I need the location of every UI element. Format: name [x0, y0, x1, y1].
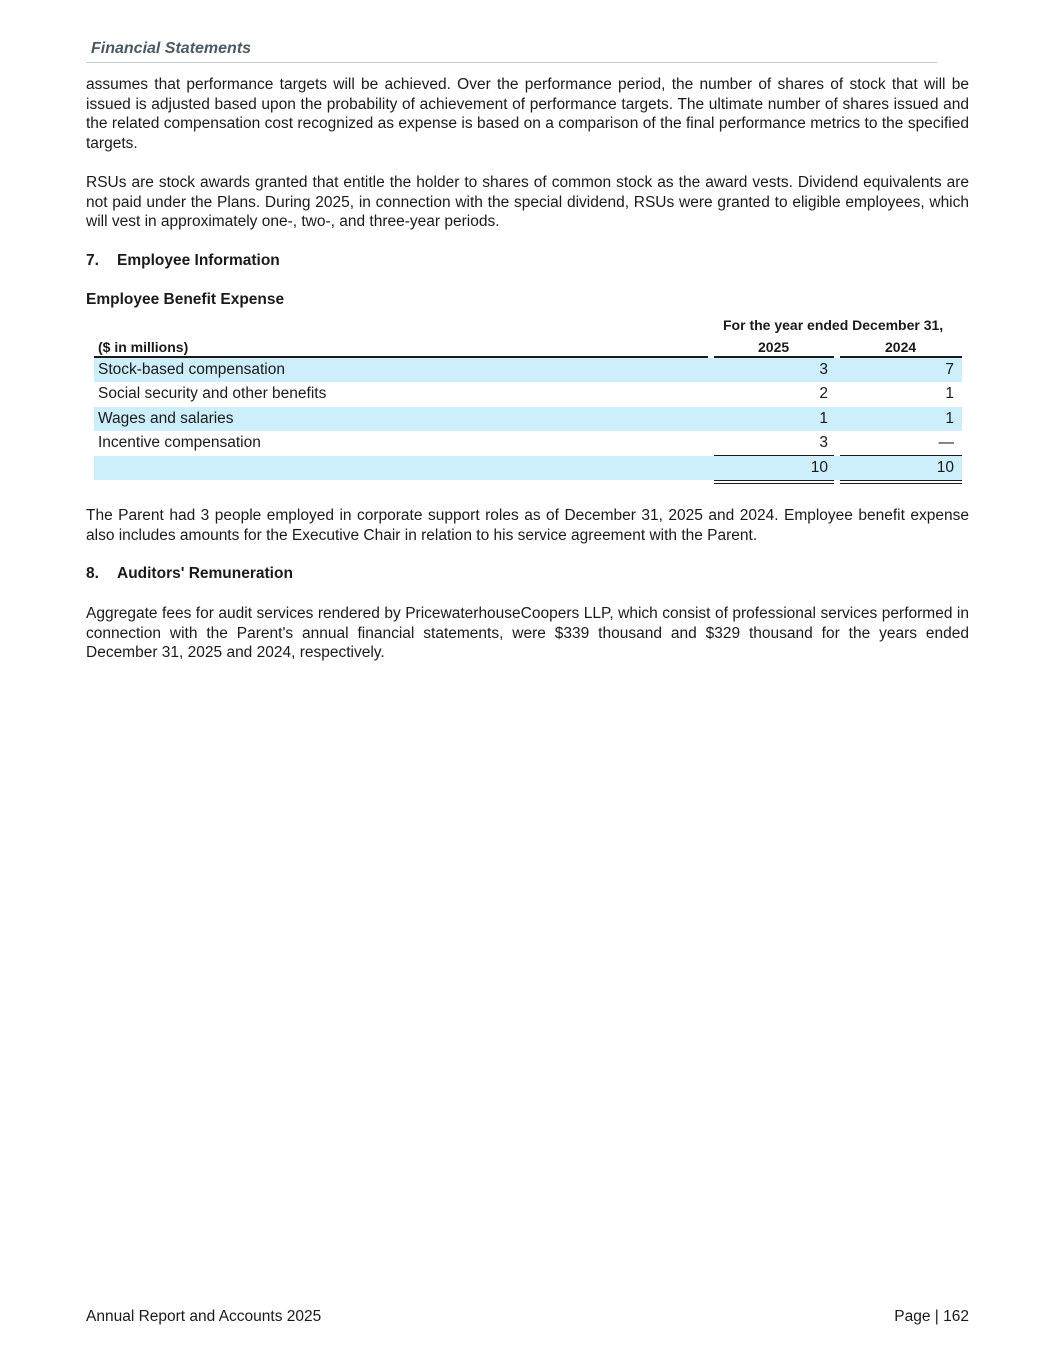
table-row	[94, 431, 962, 455]
header-divider	[86, 62, 937, 63]
subheading-employee-benefit-expense: Employee Benefit Expense	[86, 291, 285, 308]
section-title: Employee Information	[117, 252, 280, 269]
paragraph-performance-targets: assumes that performance targets will be achieved. Over the performance period, the number of shares of stock that will be issued is adjusted based upon the probability of achievement of performance targets. The ultimate number of shares issued and the related compensation cost recognized as expense is based on a comparison of the final performance metrics to the specified targets.	[86, 76, 969, 152]
footer-page-number: Page | 162	[894, 1308, 969, 1325]
table-total-double-rule-2024-top	[840, 480, 962, 481]
section-number: 8.	[86, 565, 99, 582]
paragraph-rsus: RSUs are stock awards granted that entitle the holder to shares of common stock as the award vests. Dividend equivalents are not paid under the Plans. During 2025, in connection with the special dividend, RSUs were granted to eligible employees, which will vest in approximately one-, two-, and three-year periods.	[86, 174, 969, 231]
paragraph-audit-fees: Aggregate fees for audit services rendered by PricewaterhouseCoopers LLP, which consist of professional services performed in connection with the Parent's annual financial statements, were $339 thousand and $329 thousand for the years ended December 31, 2025 and 2024, respectively.	[86, 605, 969, 662]
row-label: Wages and salaries	[98, 410, 234, 427]
row-value-2024: 1	[945, 410, 954, 427]
total-value-2025: 10	[810, 459, 828, 476]
table-total-double-rule-2025-top	[714, 480, 834, 481]
table-row	[94, 358, 962, 382]
row-value-2025: 3	[819, 361, 828, 378]
footer-report-title: Annual Report and Accounts 2025	[86, 1308, 322, 1325]
table-total-row	[94, 456, 962, 480]
row-value-2025: 2	[819, 385, 828, 402]
row-value-2024: —	[938, 434, 954, 451]
table-col-header-2024: 2024	[885, 339, 917, 355]
table-total-double-rule-2025-bottom	[714, 483, 834, 484]
row-value-2025: 1	[819, 410, 828, 427]
total-value-2024: 10	[936, 459, 954, 476]
row-value-2025: 3	[819, 434, 828, 451]
table-period-header: For the year ended December 31,	[723, 317, 944, 333]
row-label: Stock-based compensation	[98, 361, 285, 378]
page-header-title: Financial Statements	[91, 40, 252, 57]
row-label: Social security and other benefits	[98, 385, 327, 402]
section-title: Auditors' Remuneration	[117, 565, 293, 582]
table-row	[94, 407, 962, 431]
table-row	[94, 382, 962, 406]
section-heading-auditors-remuneration	[86, 565, 293, 583]
table-col-header-2025: 2025	[758, 339, 790, 355]
row-value-2024: 1	[945, 385, 954, 402]
row-label: Incentive compensation	[98, 434, 261, 451]
table-total-double-rule-2024-bottom	[840, 483, 962, 484]
table-unit-label: ($ in millions)	[98, 339, 189, 355]
paragraph-employees: The Parent had 3 people employed in corporate support roles as of December 31, 2025 and 2024. Employee benefit expense also includes amounts for the Executive Chair in relation to his service agreement with the Parent.	[86, 507, 969, 544]
section-number: 7.	[86, 252, 99, 269]
section-heading-employee-information	[86, 252, 280, 270]
row-value-2024: 7	[945, 361, 954, 378]
